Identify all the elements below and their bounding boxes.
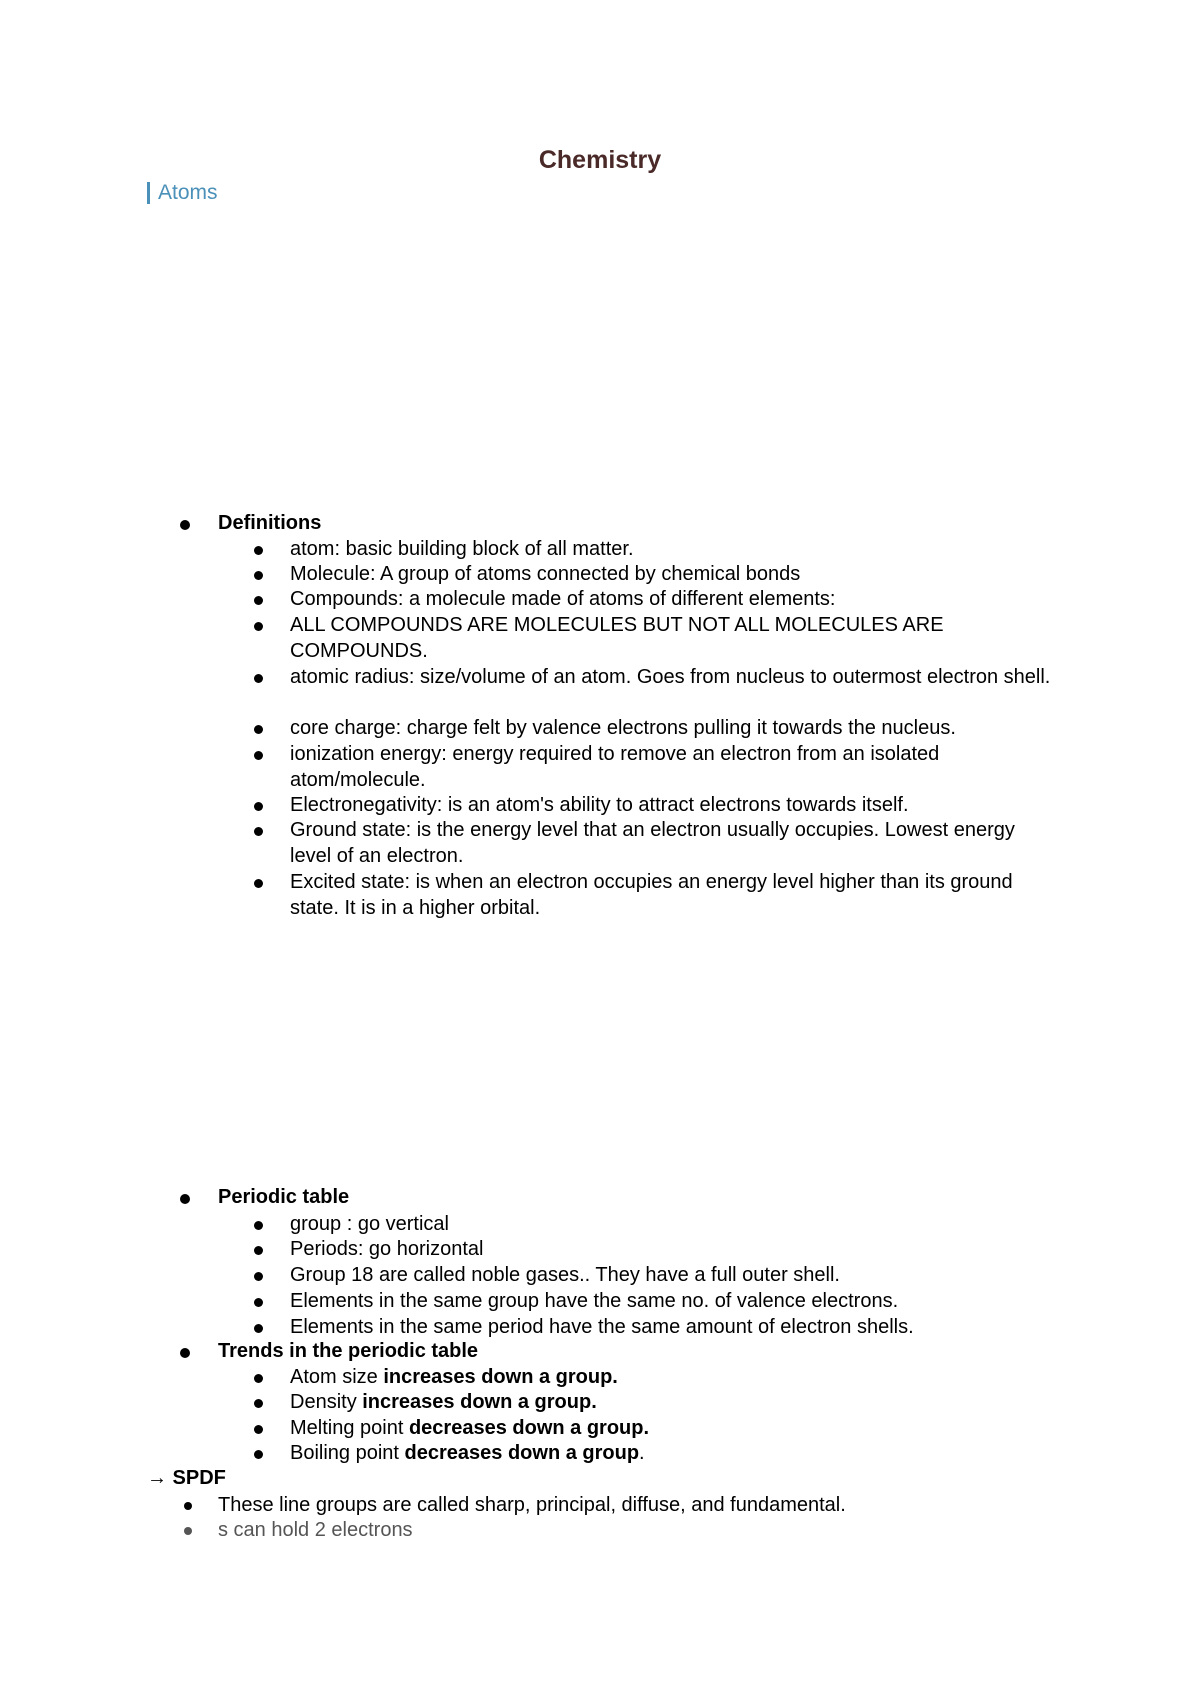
bullet-icon bbox=[254, 1324, 263, 1333]
list-item bbox=[290, 1441, 1060, 1467]
bullet-icon bbox=[254, 1221, 263, 1230]
list-item: ionization energy: energy required to remove an electron from an isolated atom/molecule. bbox=[290, 743, 940, 791]
list-item: Excited state: is when an electron occupies an energy level higher than its ground state. It is in a higher orbital. bbox=[290, 871, 1013, 919]
bullet-icon bbox=[254, 1272, 263, 1281]
list-item: Electronegativity: is an atom's ability to attract electrons towards itself. bbox=[290, 794, 909, 816]
bullet-icon bbox=[254, 1246, 263, 1255]
bullet-icon bbox=[254, 622, 263, 631]
trend-label: Density bbox=[290, 1391, 363, 1413]
trend-value: decreases down a group bbox=[404, 1442, 640, 1464]
bullet-icon bbox=[180, 1194, 190, 1204]
trend-value: increases down a group. bbox=[362, 1391, 597, 1413]
list-item bbox=[290, 1416, 1060, 1442]
list-item: Compounds: a molecule made of atoms of different elements: bbox=[290, 588, 836, 610]
list-item: Elements in the same period have the same amount of electron shells. bbox=[290, 1316, 914, 1338]
bullet-icon bbox=[254, 1298, 263, 1307]
bullet-icon bbox=[254, 879, 263, 888]
trends-heading: Trends in the periodic table bbox=[218, 1340, 479, 1362]
bullet-icon bbox=[184, 1527, 192, 1535]
bullet-icon bbox=[254, 1374, 263, 1383]
list-item: Group 18 are called noble gases.. They have a full outer shell. bbox=[290, 1264, 840, 1286]
page-title: Chemistry bbox=[538, 146, 662, 174]
bullet-icon bbox=[254, 1450, 263, 1459]
list-item bbox=[290, 1365, 1060, 1391]
list-item: These line groups are called sharp, principal, diffuse, and fundamental. bbox=[218, 1494, 846, 1516]
list-item: ALL COMPOUNDS ARE MOLECULES BUT NOT ALL MOLECULES ARE COMPOUNDS. bbox=[290, 614, 944, 662]
list-item bbox=[290, 1390, 1060, 1416]
trend-label: Melting point bbox=[290, 1417, 409, 1439]
trend-label: Atom size bbox=[290, 1366, 384, 1388]
trend-value: increases down a group. bbox=[383, 1366, 618, 1388]
list-item: atom: basic building block of all matter. bbox=[290, 538, 634, 560]
bullet-icon bbox=[254, 827, 263, 836]
list-item: Ground state: is the energy level that an electron usually occupies. Lowest energy level of an electron. bbox=[290, 819, 1015, 867]
bullet-icon bbox=[254, 546, 263, 555]
list-item: s can hold 2 electrons bbox=[218, 1519, 413, 1541]
bullet-icon bbox=[254, 674, 263, 683]
section-subtitle: Atoms bbox=[147, 182, 218, 204]
bullet-icon bbox=[254, 571, 263, 580]
trend-suffix: . bbox=[639, 1442, 645, 1464]
bullet-icon bbox=[254, 596, 263, 605]
bullet-icon bbox=[254, 1399, 263, 1408]
bullet-icon bbox=[180, 520, 190, 530]
list-item: Molecule: A group of atoms connected by chemical bonds bbox=[290, 563, 801, 585]
bullet-icon bbox=[254, 725, 263, 734]
list-item: core charge: charge felt by valence electrons pulling it towards the nucleus. bbox=[290, 717, 956, 739]
bullet-icon bbox=[184, 1502, 192, 1510]
bullet-icon bbox=[254, 802, 263, 811]
trend-value: decreases down a group. bbox=[408, 1417, 650, 1439]
spdf-heading: → SPDF bbox=[147, 1467, 226, 1489]
list-item: group : go vertical bbox=[290, 1213, 449, 1235]
periodic-table-heading: Periodic table bbox=[218, 1186, 350, 1208]
definitions-heading: Definitions bbox=[218, 512, 322, 534]
bullet-icon bbox=[254, 1425, 263, 1434]
list-item: Periods: go horizontal bbox=[290, 1238, 484, 1260]
trend-label: Boiling point bbox=[290, 1442, 405, 1464]
bullet-icon bbox=[254, 751, 263, 760]
list-item: Elements in the same group have the same no. of valence electrons. bbox=[290, 1290, 899, 1312]
bullet-icon bbox=[180, 1348, 190, 1358]
list-item: atomic radius: size/volume of an atom. Goes from nucleus to outermost electron shell. bbox=[290, 666, 1051, 688]
